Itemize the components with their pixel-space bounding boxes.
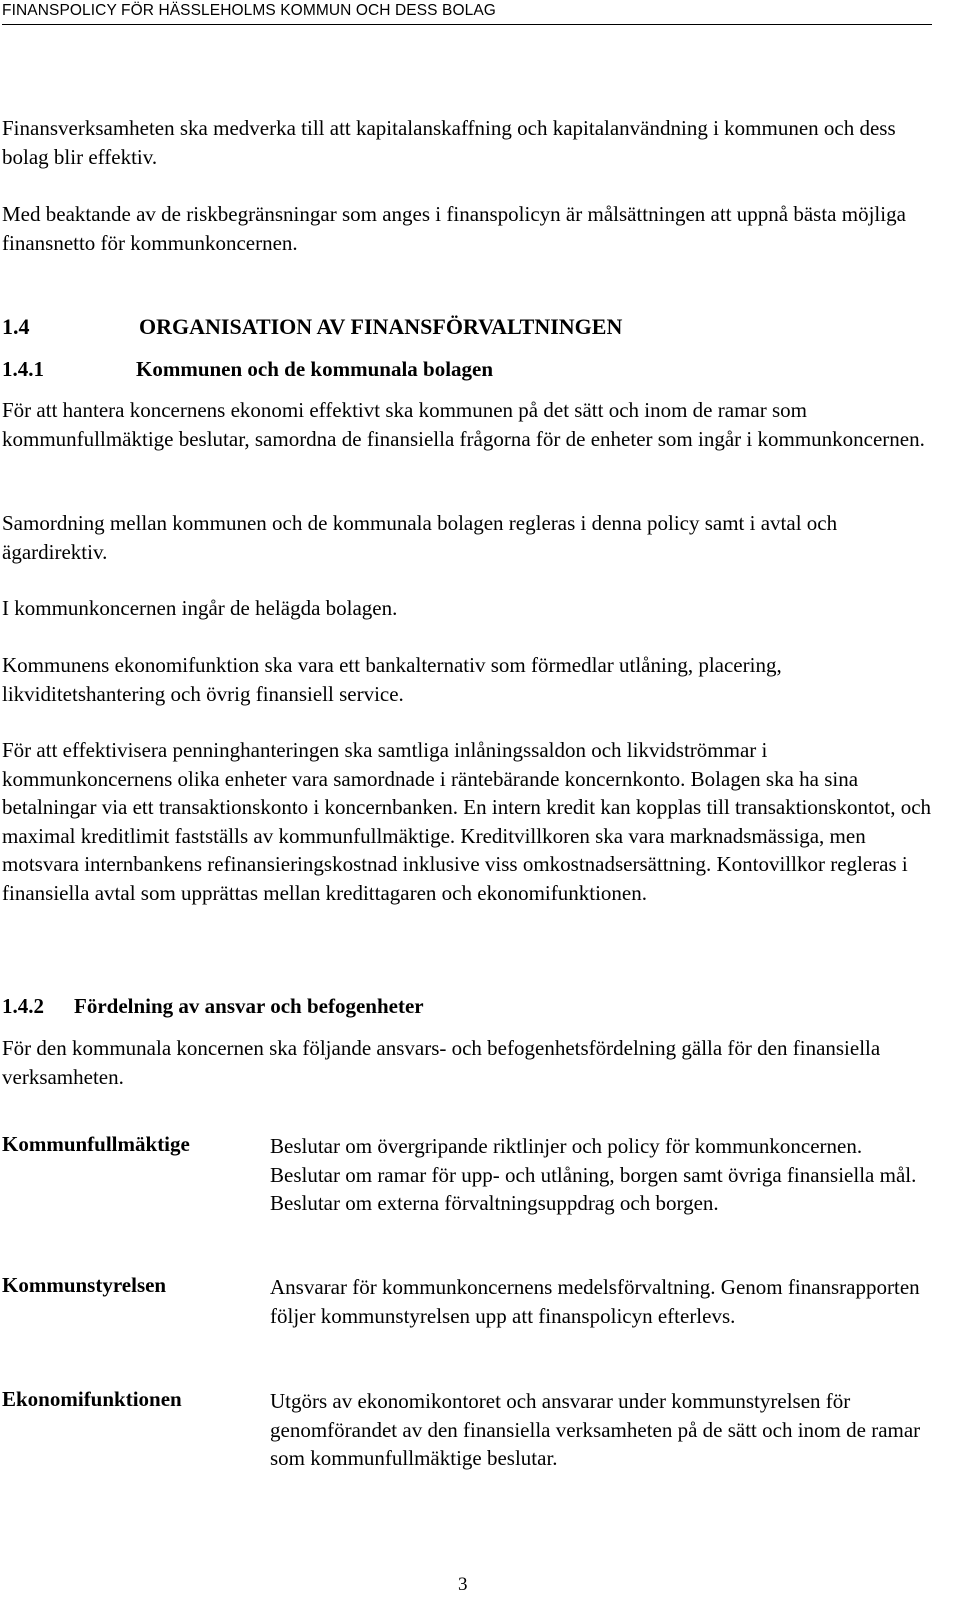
- paragraph-helagda-bolag: I kommunkoncernen ingår de helägda bolagen.: [2, 596, 398, 620]
- role-description-kommunstyrelsen: Ansvarar för kommunkoncernens medelsförvaltning. Genom finansrapporten följer kommunstyrelsen upp att finanspolicyn efterlevs.: [270, 1275, 920, 1328]
- page-number: 3: [458, 1574, 468, 1595]
- subsection-number: 1.4.1: [2, 357, 44, 381]
- role-description-ekonomifunktionen: Utgörs av ekonomikontoret och ansvarar under kommunstyrelsen för genomförandet av den finansiella verksamheten på de sätt och inom de ramar som kommunfullmäktige beslutar.: [270, 1389, 921, 1470]
- paragraph-ekonomifunktion: Kommunens ekonomifunktion ska vara ett bankalternativ som förmedlar utlåning, placering, likviditetshantering och övrig finansiell service.: [2, 653, 782, 706]
- subsection-heading-1-4-2: [2, 994, 424, 1019]
- running-header: FINANSPOLICY FÖR HÄSSLEHOLMS KOMMUN OCH DESS BOLAG: [2, 2, 932, 25]
- subsection-number: 1.4.2: [2, 994, 44, 1018]
- paragraph-samordning: Samordning mellan kommunen och de kommunala bolagen regleras i denna policy samt i avtal och ägardirektiv.: [2, 511, 838, 564]
- intro-paragraph-1: Finansverksamheten ska medverka till att kapitalanskaffning och kapitalanvändning i kommunen och dess bolag blir effektiv.: [2, 116, 896, 169]
- paragraph-penninghantering: För att effektivisera penninghanteringen ska samtliga inlåningssaldon och likvidströmmar i kommunkoncernens olika enheter vara samordnade i räntebärande koncernkonto. Bolagen ska ha sina betalningar via ett transaktionskonto i koncernbanken. En intern kredit kan kopplas till transaktionskontot, och maximal kreditlimit fastställs av kommunfullmäktige. Kreditvillkoren ska vara marknadsmässiga, men motsvara internbankens refinansieringskostnad inklusive viss omkostnadsersättning. Kontovillkor regleras i finansiella avtal som upprättas mellan kredittagaren och ekonomifunktionen.: [2, 738, 932, 905]
- role-label-kommunfullmaktige: Kommunfullmäktige: [2, 1132, 190, 1156]
- section-heading-1-4: [2, 314, 622, 340]
- intro-paragraph-2: Med beaktande av de riskbegränsningar som anges i finanspolicyn är målsättningen att uppnå bästa möjliga finansnetto för kommunkoncernen.: [2, 202, 906, 255]
- role-description-kommunfullmaktige: Beslutar om övergripande riktlinjer och policy för kommunkoncernen. Beslutar om ramar för upp- och utlåning, borgen samt övriga finansiella mål. Beslutar om externa förvaltningsuppdrag och borgen.: [270, 1134, 917, 1215]
- subsection-title: Kommunen och de kommunala bolagen: [136, 357, 494, 381]
- paragraph-ansvarsfordelning-intro: För den kommunala koncernen ska följande ansvars- och befogenhetsfördelning gälla för den finansiella verksamheten.: [2, 1036, 881, 1089]
- role-label-ekonomifunktionen: Ekonomifunktionen: [2, 1387, 182, 1411]
- subsection-heading-1-4-1: [2, 357, 493, 382]
- section-title: ORGANISATION AV FINANSFÖRVALTNINGEN: [139, 314, 623, 339]
- subsection-title: Fördelning av ansvar och befogenheter: [74, 994, 424, 1018]
- role-label-kommunstyrelsen: Kommunstyrelsen: [2, 1273, 167, 1297]
- paragraph-koncernens-ekonomi: För att hantera koncernens ekonomi effektivt ska kommunen på det sätt och inom de ramar som kommunfullmäktige beslutar, samordna de finansiella frågorna för de enheter som ingår i kommunkoncernen.: [2, 398, 925, 451]
- section-number: 1.4: [2, 314, 30, 339]
